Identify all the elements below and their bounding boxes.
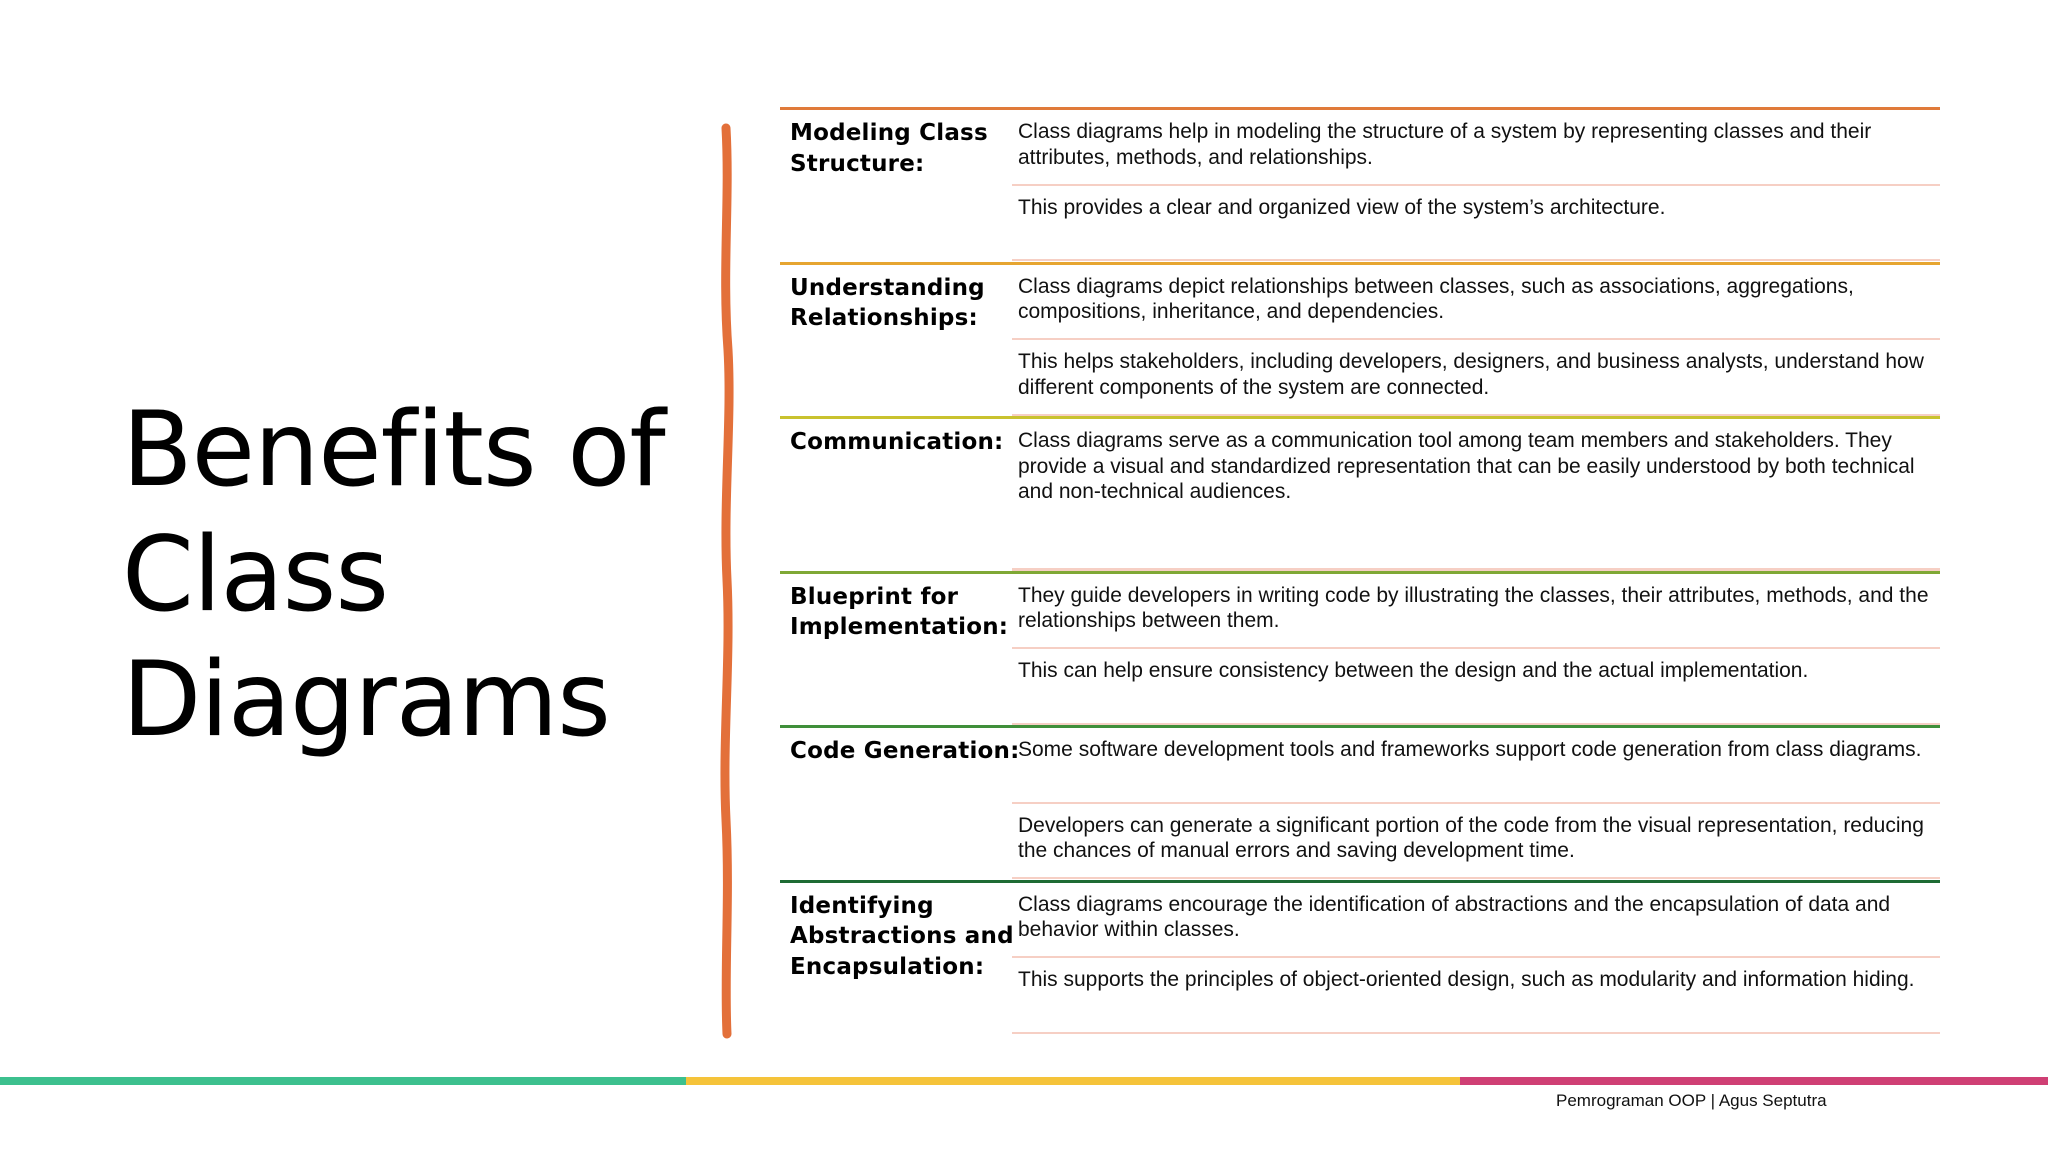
benefits-list: [780, 107, 1940, 1034]
benefit-label: Code Generation:: [790, 738, 1020, 764]
benefit-details: [1012, 574, 1940, 726]
benefit-row: [780, 107, 1940, 262]
footer-bar-green: [0, 1077, 686, 1085]
slide-title: Benefits of Class Diagrams: [122, 390, 665, 760]
benefit-label: Modeling Class Structure:: [790, 120, 988, 177]
benefit-detail-text: This can help ensure consistency between the design and the actual implementation.: [1012, 649, 1940, 725]
benefit-detail-text: They guide developers in writing code by illustrating the classes, their attributes, methods, and the relationships between them.: [1012, 574, 1940, 650]
benefit-detail-text: This helps stakeholders, including developers, designers, and business analysts, understand how different components of the system are connected.: [1012, 340, 1940, 416]
footer-text: Pemrograman OOP | Agus Septutra: [1556, 1091, 1827, 1110]
benefit-details: [1012, 728, 1940, 880]
benefit-detail-text: This provides a clear and organized view of the system’s architecture.: [1012, 186, 1940, 262]
benefit-details: [1012, 419, 1940, 571]
benefit-detail-text: Class diagrams depict relationships between classes, such as associations, aggregations, compositions, inheritance, and dependencies.: [1012, 265, 1940, 341]
benefit-row: [780, 571, 1940, 726]
benefit-detail-text: Some software development tools and frameworks support code generation from class diagrams.: [1012, 728, 1940, 804]
benefit-detail-text: Class diagrams help in modeling the structure of a system by representing classes and their attributes, methods, and relationships.: [1012, 110, 1940, 186]
divider-stroke: [725, 128, 729, 1034]
footer-bar-magenta: [1460, 1077, 2048, 1085]
benefit-label: Understanding Relationships:: [790, 274, 985, 331]
benefit-row: [780, 880, 1940, 1035]
benefit-label: Communication:: [790, 429, 1004, 455]
benefit-detail-text: Class diagrams serve as a communication tool among team members and stakeholders. They provide a visual and standardized representation that can be easily understood by both technical and non-technical audiences.: [1012, 419, 1940, 571]
footer-bar-yellow: [686, 1077, 1460, 1085]
benefit-detail-text: This supports the principles of object-oriented design, such as modularity and information hiding.: [1012, 958, 1940, 1034]
benefit-details: [1012, 265, 1940, 417]
benefit-row: [780, 725, 1940, 880]
benefit-row: [780, 262, 1940, 417]
decorative-divider-line: [712, 120, 742, 1042]
benefit-label: Identifying Abstractions and Encapsulation:: [790, 892, 1014, 980]
benefit-detail-text: Developers can generate a significant portion of the code from the visual representation, reducing the chances of manual errors and saving development time.: [1012, 804, 1940, 880]
benefit-row: [780, 416, 1940, 571]
benefit-detail-text: Class diagrams encourage the identification of abstractions and the encapsulation of data and behavior within classes.: [1012, 883, 1940, 959]
benefit-details: [1012, 110, 1940, 262]
benefit-details: [1012, 883, 1940, 1035]
benefit-label: Blueprint for Implementation:: [790, 583, 1009, 640]
footer-color-bar: [0, 1077, 2048, 1085]
